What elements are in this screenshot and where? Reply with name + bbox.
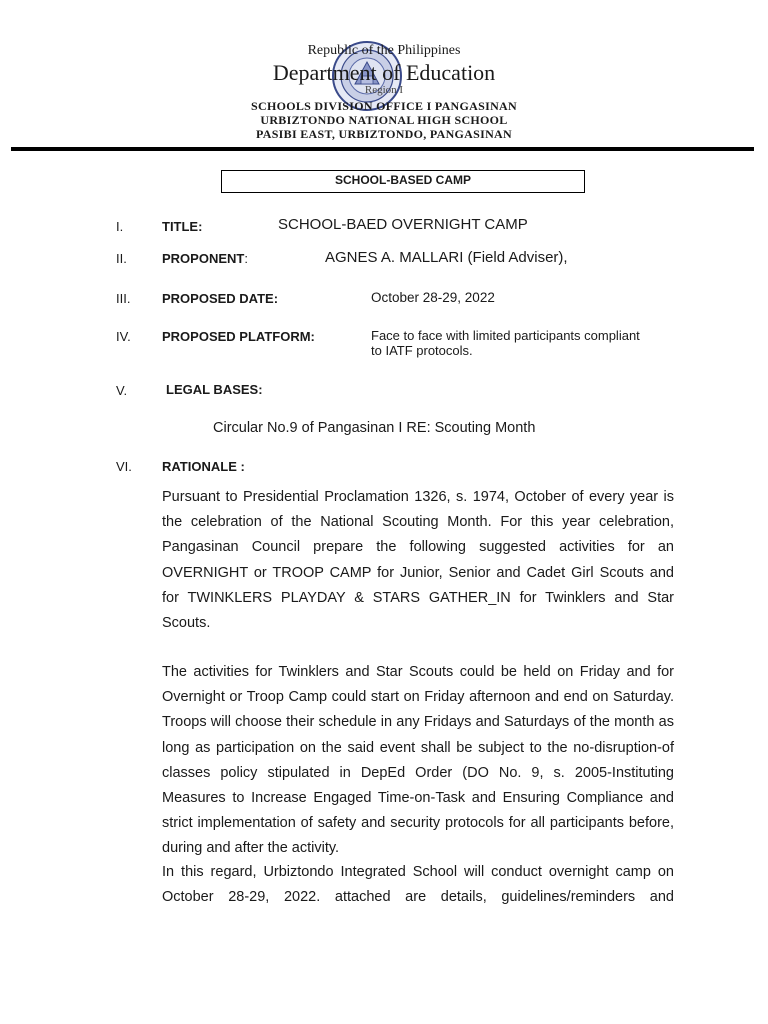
section-number-platform: IV.	[116, 329, 131, 344]
division-office-line: SCHOOLS DIVISION OFFICE I PANGASINAN	[251, 99, 517, 113]
rationale-paragraph-2: The activities for Twinklers and Star Scouts could be held on Friday and for Overnight or Troop Camp could start on Friday afternoon and end on Saturday. Troops will choose their schedule in any Fridays and Saturdays of the month as long as participation on the said event shall be subject to the no-disruption-of classes policy stipulated in DepEd Order (DO No. 9, s. 2005-Instituting Measures to Increase Engaged Time-on-Task and Ensuring Compliance and strict implementation of safety and security protocols for all participants before, during and after the activity.	[162, 664, 674, 857]
section-label-date: PROPOSED DATE:	[162, 291, 279, 306]
section-number-date: III.	[116, 291, 131, 306]
region-label: Region I	[364, 84, 404, 96]
rationale-paragraph-1: Pursuant to Presidential Proclamation 1326, s. 1974, October of every year is the celebration of the National Scouting Month. For this year celebration, Pangasinan Council prepare the following suggested activities for an OVERNIGHT or TROOP CAMP for Junior, Senior and Cadet Girl Scouts and for TWINKLERS PLAYDAY & STARS GATHER_IN for Twinklers and Star Scouts.	[162, 489, 674, 632]
section-label-title: TITLE:	[162, 219, 203, 234]
legal-bases-value: Circular No.9 of Pangasinan I RE: Scouting Month	[213, 420, 536, 436]
document-title-box: SCHOOL-BASED CAMP	[221, 170, 585, 193]
section-label-legal: LEGAL BASES:	[166, 382, 263, 397]
header-divider	[11, 147, 754, 151]
section-label-rationale: RATIONALE :	[162, 459, 245, 474]
republic-heading: Republic of the Philippines	[307, 43, 461, 58]
section-label-platform: PROPOSED PLATFORM:	[162, 329, 315, 344]
school-address-line: PASIBI EAST, URBIZTONDO, PANGASINAN	[256, 127, 512, 141]
title-value: SCHOOL-BAED OVERNIGHT CAMP	[278, 216, 528, 233]
section-label-proponent: PROPONENT:	[162, 251, 248, 266]
school-name-line: URBIZTONDO NATIONAL HIGH SCHOOL	[260, 113, 508, 127]
proponent-value: AGNES A. MALLARI (Field Adviser),	[325, 249, 568, 266]
department-heading: Department of Education	[272, 60, 496, 85]
date-value: October 28-29, 2022	[371, 290, 495, 305]
rationale-paragraph-3: In this regard, Urbiztondo Integrated School will conduct overnight camp on October 28-29, 2022. attached are details, guidelines/reminders and	[162, 864, 674, 906]
platform-value: Face to face with limited participants compliant to IATF protocols.	[371, 328, 640, 358]
section-number-proponent: II.	[116, 251, 127, 266]
section-number-legal: V.	[116, 383, 128, 398]
section-number-title: I.	[116, 219, 124, 234]
section-number-rationale: VI.	[116, 459, 132, 474]
